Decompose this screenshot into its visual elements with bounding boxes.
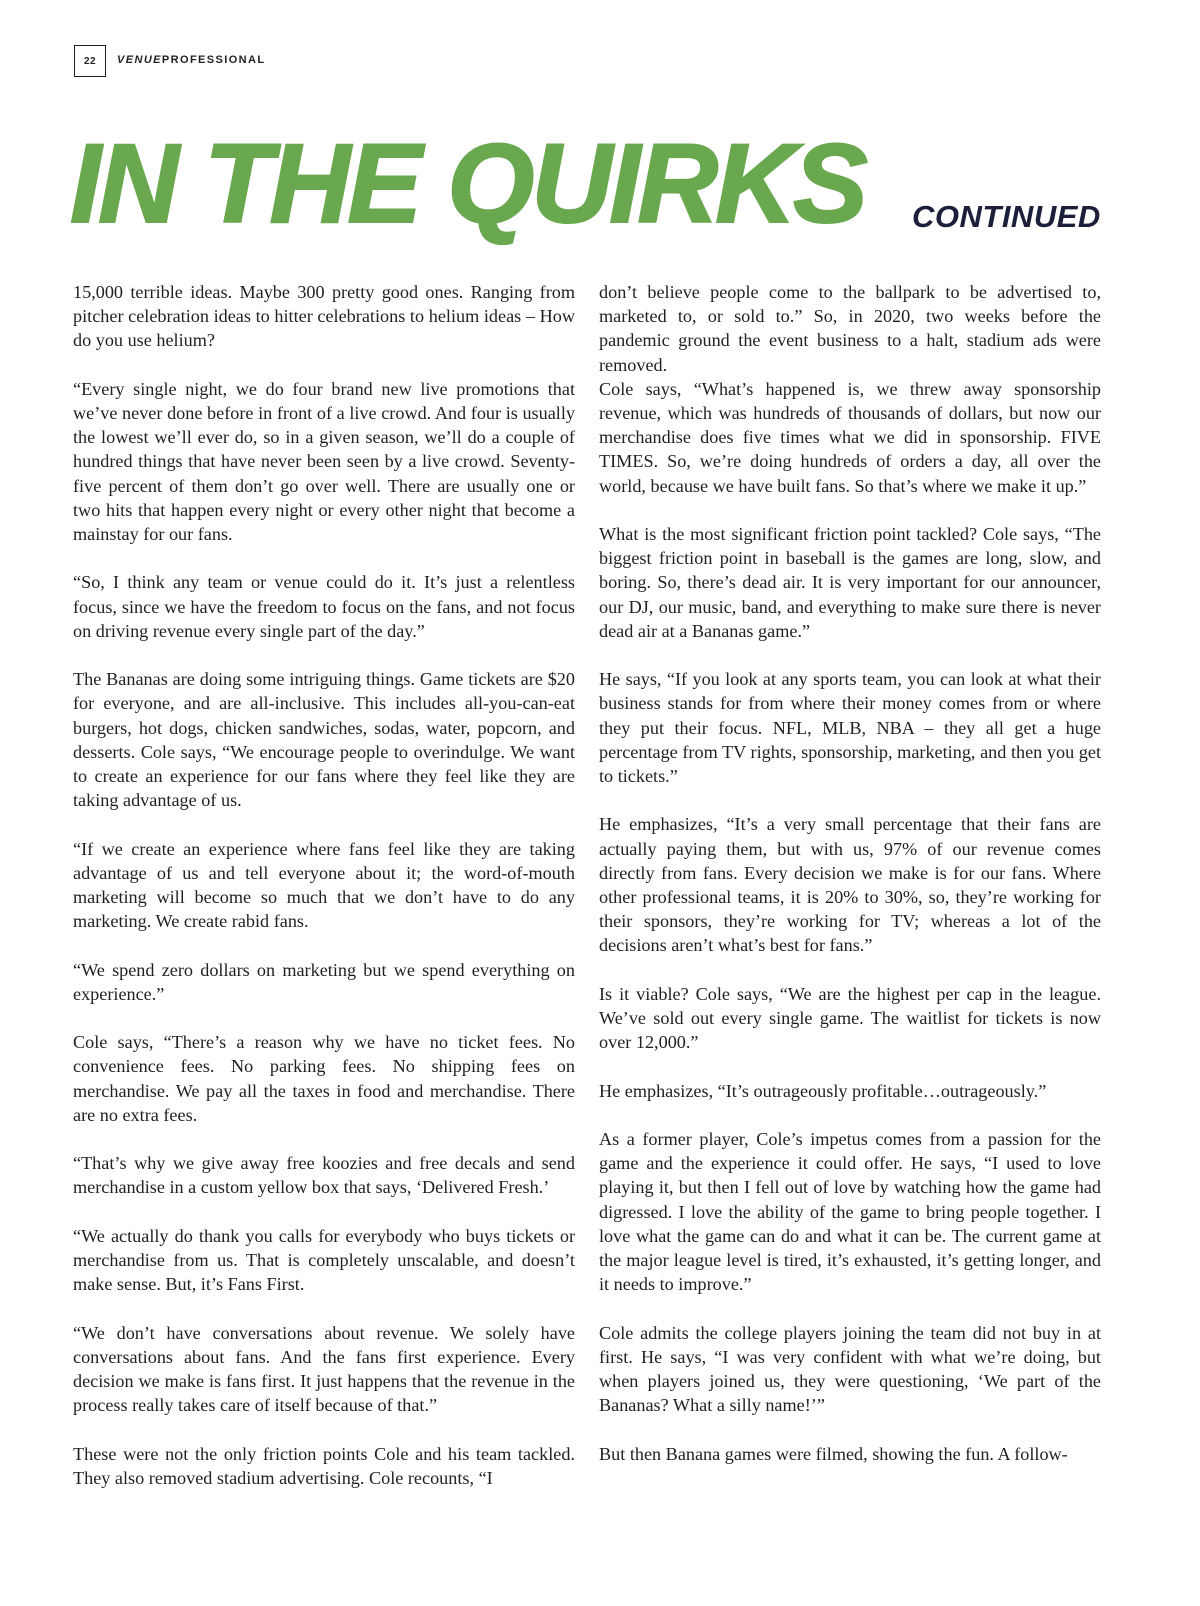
paragraph: He says, “If you look at any sports team, you can look at what their business stands for from where their money comes from or where they put their focus. NFL, MLB, NBA – they all get a huge percentage from TV rights, sponsorship, marketing, and then you get to tickets.” xyxy=(599,669,1101,787)
article-title: IN THE QUIRKS xyxy=(70,121,865,246)
paragraph: don’t believe people come to the ballpark to be advertised to, marketed to, or sold to.” So, in 2020, two weeks before the pandemic ground the event business to a halt, stadium ads were removed. xyxy=(599,282,1101,375)
paragraph: 15,000 terrible ideas. Maybe 300 pretty good ones. Ranging from pitcher celebration ideas to hitter celebrations to helium ideas – How do you use helium? xyxy=(73,282,575,351)
paragraph: “We don’t have conversations about revenue. We solely have conversations about fans. And the fans first experience. Every decision we make is fans first. It just happens that the revenue in the process really takes care of itself because of that.” xyxy=(73,1322,575,1416)
paragraph: What is the most significant friction point tackled? Cole says, “The biggest friction point in baseball is the games are long, slow, and boring. So, there’s dead air. It is very important for our announcer, our DJ, our music, band, and everything to make sure there is never dead air at a Bananas game.” xyxy=(599,524,1101,641)
paragraph: “So, I think any team or venue could do it. It’s just a relentless focus, since we have the freedom to focus on the fans, and not focus on driving revenue every single part of the day.” xyxy=(73,572,575,641)
paragraph: As a former player, Cole’s impetus comes from a passion for the game and the experience it could offer. He says, “I used to love playing it, but then I fell out of love by watching how the game had digressed. I love the ability of the game to bring people together. I love what the game can do and what it can be. The current game at the major league level is tired, it’s exhausted, it’s getting longer, and it needs to improve.” xyxy=(599,1129,1101,1295)
paragraph: “Every single night, we do four brand new live promotions that we’ve never done before in front of a live crowd. And four is usually the lowest we’ll ever do, so in a given season, we’ll do a couple of hundred things that have never been seen by a live crowd. Seventy-five percent of them don’t go over well. There are usually one or two hits that happen every night or every other night that become a mainstay for our fans. xyxy=(73,378,575,545)
right-column xyxy=(599,280,1101,1490)
page-number: 22 xyxy=(74,45,106,77)
paragraph: The Bananas are doing some intriguing things. Game tickets are $20 for everyone, and are all-inclusive. This includes all-you-can-eat burgers, hot dogs, chicken sandwiches, sodas, water, popcorn, and desserts. Cole says, “We encourage people to overindulge. We want to create an experience for our fans where they feel like they are taking advantage of us. xyxy=(73,669,575,811)
paragraph: “We spend zero dollars on marketing but we spend everything on experience.” xyxy=(73,959,575,1004)
paragraph: Cole says, “What’s happened is, we threw away sponsorship revenue, which was hundreds of thousands of dollars, but now our merchandise does five times what we did in sponsorship. FIVE TIMES. So, we’re doing hundreds of orders a day, all over the world, because we have built fans. So that’s where we make it up.” xyxy=(599,378,1101,496)
paragraph: Cole says, “There’s a reason why we have no ticket fees. No convenience fees. No parking fees. No shipping fees on merchandise. We pay all the taxes in food and merchandise. There are no extra fees. xyxy=(73,1032,575,1125)
article-title-continued: CONTINUED xyxy=(912,199,1101,234)
paragraph: Cole admits the college players joining the team did not buy in at first. He says, “I was very confident with what we’re doing, but when players joined us, they were questioning, ‘We part of the Bananas? What a silly name!’” xyxy=(599,1322,1101,1416)
masthead-brand-bold: VENUE xyxy=(117,54,162,66)
paragraph: These were not the only friction points Cole and his team tackled. They also removed stadium advertising. Cole recounts, “I xyxy=(73,1443,575,1488)
paragraph: “If we create an experience where fans feel like they are taking advantage of us and tell everyone about it; the word-of-mouth marketing will become so much that we don’t have to do any marketing. We create rabid fans. xyxy=(73,838,575,932)
paragraph: Is it viable? Cole says, “We are the highest per cap in the league. We’ve sold out every single game. The waitlist for tickets is now over 12,000.” xyxy=(599,983,1101,1053)
paragraph: “We actually do thank you calls for everybody who buys tickets or merchandise from us. That is completely unscalable, and doesn’t make sense. But, it’s Fans First. xyxy=(73,1225,575,1295)
masthead-brand-light: PROFESSIONAL xyxy=(161,54,266,66)
paragraph: He emphasizes, “It’s a very small percentage that their fans are actually paying them, but with us, 97% of our revenue comes directly from fans. Every decision we make is for our fans. Where other professional teams, it is 20% to 30%, so, they’re working for their sponsors, they’re working for TV; whereas a lot of the decisions aren’t what’s best for fans.” xyxy=(599,814,1101,956)
publication-masthead xyxy=(117,54,266,66)
paragraph: “That’s why we give away free koozies and free decals and send merchandise in a custom yellow box that says, ‘Delivered Fresh.’ xyxy=(73,1153,575,1198)
paragraph: He emphasizes, “It’s outrageously profitable…outrageously.” xyxy=(599,1080,1047,1101)
paragraph: But then Banana games were filmed, showing the fun. A follow- xyxy=(599,1443,1068,1464)
left-column xyxy=(73,280,575,1514)
